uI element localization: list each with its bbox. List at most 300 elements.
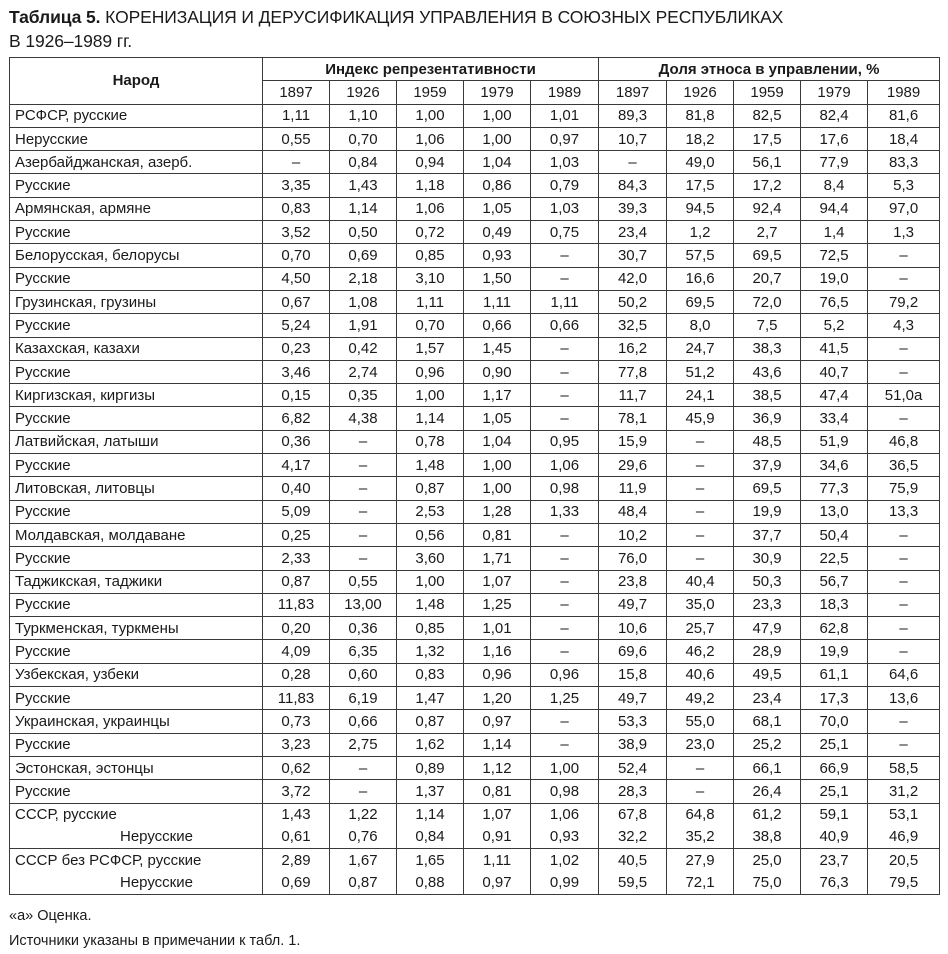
share-value: 29,6 — [599, 454, 667, 477]
share-value: 30,9 — [734, 547, 801, 570]
table-row — [10, 337, 940, 360]
index-value: 1,07 — [464, 803, 531, 826]
table-row — [10, 871, 940, 894]
share-value: 52,4 — [599, 756, 667, 779]
index-value: 0,96 — [464, 663, 531, 686]
index-value: 0,87 — [263, 570, 330, 593]
row-label: Украинская, украинцы — [10, 710, 263, 733]
row-label: Нерусские — [10, 826, 263, 849]
row-label: Туркменская, туркмены — [10, 617, 263, 640]
index-value: 0,87 — [397, 477, 464, 500]
share-value: 17,5 — [667, 174, 734, 197]
index-value: – — [531, 337, 599, 360]
table-row — [10, 826, 940, 849]
row-label: Русские — [10, 454, 263, 477]
index-value: 1,00 — [531, 756, 599, 779]
row-label: Русские — [10, 500, 263, 523]
share-value: 77,8 — [599, 360, 667, 383]
index-value: 1,00 — [464, 127, 531, 150]
header-index-group: Индекс репрезентативности — [263, 58, 599, 81]
table-row — [10, 127, 940, 150]
share-value: 23,4 — [734, 687, 801, 710]
share-value: 38,9 — [599, 733, 667, 756]
index-value: 3,10 — [397, 267, 464, 290]
index-value: 1,25 — [464, 593, 531, 616]
index-value: 0,28 — [263, 663, 330, 686]
table-row — [10, 663, 940, 686]
row-label: РСФСР, русские — [10, 104, 263, 127]
table-row — [10, 687, 940, 710]
share-value: 10,6 — [599, 617, 667, 640]
header-index-year: 1979 — [464, 81, 531, 104]
index-value: 0,84 — [397, 826, 464, 849]
index-value: 11,83 — [263, 687, 330, 710]
index-value: – — [330, 454, 397, 477]
share-value: 17,6 — [801, 127, 868, 150]
index-value: 0,61 — [263, 826, 330, 849]
share-value: 32,2 — [599, 826, 667, 849]
share-value: 20,7 — [734, 267, 801, 290]
row-label: Таджикская, таджики — [10, 570, 263, 593]
index-value: 4,17 — [263, 454, 330, 477]
row-label: СССР без РСФСР, русские — [10, 849, 263, 872]
index-value: – — [330, 756, 397, 779]
share-value: 69,6 — [599, 640, 667, 663]
index-value: 1,22 — [330, 803, 397, 826]
index-value: – — [330, 523, 397, 546]
share-value: 58,5 — [868, 756, 940, 779]
share-value: 62,8 — [801, 617, 868, 640]
share-value: 50,2 — [599, 290, 667, 313]
table-row — [10, 547, 940, 570]
note-sources: Источники указаны в примечании к табл. 1. — [9, 933, 301, 949]
index-value: 5,09 — [263, 500, 330, 523]
index-value: 1,67 — [330, 849, 397, 872]
row-label: Азербайджанская, азерб. — [10, 151, 263, 174]
table-title — [9, 5, 939, 53]
share-value: – — [868, 407, 940, 430]
index-value: 0,94 — [397, 151, 464, 174]
table-number: Таблица 5. — [9, 7, 101, 27]
share-value: 1,3 — [868, 221, 940, 244]
index-value: 0,55 — [263, 127, 330, 150]
index-value: 0,49 — [464, 221, 531, 244]
index-value: 0,36 — [263, 430, 330, 453]
index-value: 3,23 — [263, 733, 330, 756]
index-value: 1,06 — [397, 197, 464, 220]
table-row — [10, 407, 940, 430]
header-index-year: 1926 — [330, 81, 397, 104]
row-label: Русские — [10, 547, 263, 570]
share-value: 49,5 — [734, 663, 801, 686]
index-value: – — [531, 523, 599, 546]
table-row — [10, 151, 940, 174]
row-label: Русские — [10, 640, 263, 663]
table-row — [10, 430, 940, 453]
index-value: – — [531, 360, 599, 383]
index-value: 1,47 — [397, 687, 464, 710]
share-value: 75,9 — [868, 477, 940, 500]
index-value: 11,83 — [263, 593, 330, 616]
share-value: 34,6 — [801, 454, 868, 477]
table-row — [10, 640, 940, 663]
index-value: 1,71 — [464, 547, 531, 570]
index-value: 0,40 — [263, 477, 330, 500]
index-value: 1,62 — [397, 733, 464, 756]
index-value: 1,17 — [464, 384, 531, 407]
row-label: Русские — [10, 780, 263, 803]
header-share-year: 1979 — [801, 81, 868, 104]
index-value: – — [531, 547, 599, 570]
share-value: 39,3 — [599, 197, 667, 220]
share-value: 48,5 — [734, 430, 801, 453]
index-value: 13,00 — [330, 593, 397, 616]
share-value: 25,1 — [801, 733, 868, 756]
index-value: 4,38 — [330, 407, 397, 430]
index-value: 1,57 — [397, 337, 464, 360]
share-value: 25,1 — [801, 780, 868, 803]
index-value: 1,00 — [464, 454, 531, 477]
index-value: 1,03 — [531, 197, 599, 220]
row-label: Нерусские — [10, 871, 263, 894]
share-value: – — [667, 500, 734, 523]
row-label: Русские — [10, 360, 263, 383]
share-value: 47,4 — [801, 384, 868, 407]
share-value: – — [868, 360, 940, 383]
share-value: 69,5 — [734, 244, 801, 267]
share-value: 32,5 — [599, 314, 667, 337]
share-value: 23,0 — [667, 733, 734, 756]
table-row — [10, 523, 940, 546]
share-value: 64,6 — [868, 663, 940, 686]
share-value: 15,8 — [599, 663, 667, 686]
table-row — [10, 267, 940, 290]
index-value: 1,08 — [330, 290, 397, 313]
row-label: Русские — [10, 221, 263, 244]
share-value: 40,6 — [667, 663, 734, 686]
share-value: 68,1 — [734, 710, 801, 733]
share-value: 17,3 — [801, 687, 868, 710]
index-value: 0,15 — [263, 384, 330, 407]
row-label: Армянская, армяне — [10, 197, 263, 220]
index-value: 0,20 — [263, 617, 330, 640]
index-value: 6,35 — [330, 640, 397, 663]
title-line-2: В 1926–1989 гг. — [9, 31, 132, 51]
index-value: 1,07 — [464, 570, 531, 593]
title-line-1 — [9, 5, 939, 29]
share-value: – — [667, 523, 734, 546]
share-value: 82,4 — [801, 104, 868, 127]
share-value: – — [599, 151, 667, 174]
index-value: 1,00 — [397, 570, 464, 593]
header-row-groups — [10, 58, 940, 81]
header-index-year: 1959 — [397, 81, 464, 104]
index-value: 0,25 — [263, 523, 330, 546]
index-value: 1,43 — [330, 174, 397, 197]
row-label: Русские — [10, 267, 263, 290]
note-estimate: «а» Оценка. — [9, 908, 92, 924]
index-value: – — [531, 407, 599, 430]
share-value: 16,2 — [599, 337, 667, 360]
index-value: 0,70 — [263, 244, 330, 267]
index-value: 0,60 — [330, 663, 397, 686]
index-value: 2,75 — [330, 733, 397, 756]
share-value: 46,2 — [667, 640, 734, 663]
share-value: 79,2 — [868, 290, 940, 313]
row-label: Русские — [10, 407, 263, 430]
index-value: 0,93 — [531, 826, 599, 849]
index-value: 0,79 — [531, 174, 599, 197]
index-value: 0,55 — [330, 570, 397, 593]
index-value: 2,18 — [330, 267, 397, 290]
row-label: Литовская, литовцы — [10, 477, 263, 500]
share-value: 84,3 — [599, 174, 667, 197]
share-value: 23,3 — [734, 593, 801, 616]
index-value: – — [531, 570, 599, 593]
share-value: 10,2 — [599, 523, 667, 546]
table-row — [10, 500, 940, 523]
share-value: 61,2 — [734, 803, 801, 826]
row-label: Русские — [10, 733, 263, 756]
share-value: 2,7 — [734, 221, 801, 244]
share-value: 82,5 — [734, 104, 801, 127]
share-value: 1,2 — [667, 221, 734, 244]
index-value: 1,06 — [531, 454, 599, 477]
header-share-year: 1926 — [667, 81, 734, 104]
share-value: 23,8 — [599, 570, 667, 593]
share-value: 20,5 — [868, 849, 940, 872]
share-value: 24,1 — [667, 384, 734, 407]
index-value: 0,84 — [330, 151, 397, 174]
row-label: Киргизская, киргизы — [10, 384, 263, 407]
index-value: 0,96 — [531, 663, 599, 686]
index-value: – — [531, 710, 599, 733]
index-value: 1,06 — [531, 803, 599, 826]
index-value: 1,04 — [464, 430, 531, 453]
share-value: 13,0 — [801, 500, 868, 523]
share-value: 46,8 — [868, 430, 940, 453]
share-value: 45,9 — [667, 407, 734, 430]
share-value: 56,1 — [734, 151, 801, 174]
share-value: 18,3 — [801, 593, 868, 616]
header-share-year: 1989 — [868, 81, 940, 104]
index-value: 0,66 — [531, 314, 599, 337]
table-row — [10, 244, 940, 267]
row-label: Нерусские — [10, 127, 263, 150]
header-share-group: Доля этноса в управлении, % — [599, 58, 940, 81]
index-value: – — [531, 617, 599, 640]
index-value: 0,81 — [464, 523, 531, 546]
share-value: 94,4 — [801, 197, 868, 220]
index-value: 1,25 — [531, 687, 599, 710]
table-row — [10, 197, 940, 220]
index-value: – — [531, 244, 599, 267]
share-value: 40,9 — [801, 826, 868, 849]
share-value: 59,1 — [801, 803, 868, 826]
share-value: 35,2 — [667, 826, 734, 849]
share-value: – — [667, 780, 734, 803]
share-value: 36,9 — [734, 407, 801, 430]
share-value: 19,9 — [801, 640, 868, 663]
index-value: – — [330, 780, 397, 803]
index-value: 1,01 — [464, 617, 531, 640]
index-value: 3,72 — [263, 780, 330, 803]
share-value: 11,9 — [599, 477, 667, 500]
share-value: 49,2 — [667, 687, 734, 710]
index-value: 1,50 — [464, 267, 531, 290]
index-value: 3,35 — [263, 174, 330, 197]
row-label: СССР, русские — [10, 803, 263, 826]
share-value: 30,7 — [599, 244, 667, 267]
share-value: 38,5 — [734, 384, 801, 407]
index-value: – — [330, 547, 397, 570]
share-value: 17,2 — [734, 174, 801, 197]
row-label: Казахская, казахи — [10, 337, 263, 360]
table-row — [10, 174, 940, 197]
share-value: 76,3 — [801, 871, 868, 894]
index-value: 0,86 — [464, 174, 531, 197]
index-value: 0,83 — [263, 197, 330, 220]
index-value: 1,65 — [397, 849, 464, 872]
share-value: 8,0 — [667, 314, 734, 337]
share-value: 72,1 — [667, 871, 734, 894]
table-row — [10, 593, 940, 616]
table-row — [10, 617, 940, 640]
index-value: 0,87 — [330, 871, 397, 894]
share-value: 49,7 — [599, 687, 667, 710]
index-value: 0,62 — [263, 756, 330, 779]
index-value: – — [263, 151, 330, 174]
share-value: 78,1 — [599, 407, 667, 430]
share-value: 40,5 — [599, 849, 667, 872]
notes — [9, 904, 300, 954]
share-value: 77,9 — [801, 151, 868, 174]
table-row — [10, 477, 940, 500]
index-value: 0,83 — [397, 663, 464, 686]
index-value: – — [531, 384, 599, 407]
index-value: 0,87 — [397, 710, 464, 733]
header-people: Народ — [10, 58, 263, 105]
share-value: 13,6 — [868, 687, 940, 710]
share-value: – — [868, 617, 940, 640]
index-value: – — [330, 477, 397, 500]
share-value: 72,0 — [734, 290, 801, 313]
index-value: 2,89 — [263, 849, 330, 872]
index-value: 0,85 — [397, 244, 464, 267]
index-value: 1,33 — [531, 500, 599, 523]
share-value: 49,0 — [667, 151, 734, 174]
table-row — [10, 849, 940, 872]
share-value: – — [667, 756, 734, 779]
index-value: 1,00 — [464, 477, 531, 500]
share-value: 36,5 — [868, 454, 940, 477]
index-value: – — [330, 500, 397, 523]
table-row — [10, 570, 940, 593]
index-value: 1,14 — [330, 197, 397, 220]
index-value: 1,11 — [464, 290, 531, 313]
index-value: 0,88 — [397, 871, 464, 894]
share-value: 18,2 — [667, 127, 734, 150]
share-value: 81,8 — [667, 104, 734, 127]
share-value: 67,8 — [599, 803, 667, 826]
index-value: 1,01 — [531, 104, 599, 127]
row-label: Узбекская, узбеки — [10, 663, 263, 686]
index-value: 0,66 — [330, 710, 397, 733]
index-value: 1,05 — [464, 197, 531, 220]
share-value: – — [868, 710, 940, 733]
index-value: 0,93 — [464, 244, 531, 267]
index-value: 0,78 — [397, 430, 464, 453]
share-value: 59,5 — [599, 871, 667, 894]
share-value: 56,7 — [801, 570, 868, 593]
index-value: 1,00 — [397, 384, 464, 407]
share-value: 69,5 — [667, 290, 734, 313]
share-value: 76,5 — [801, 290, 868, 313]
share-value: 43,6 — [734, 360, 801, 383]
share-value: 26,4 — [734, 780, 801, 803]
index-value: 1,32 — [397, 640, 464, 663]
share-value: 50,4 — [801, 523, 868, 546]
share-value: – — [868, 244, 940, 267]
index-value: 0,91 — [464, 826, 531, 849]
index-value: 1,20 — [464, 687, 531, 710]
index-value: 1,14 — [464, 733, 531, 756]
share-value: – — [868, 337, 940, 360]
index-value: 0,23 — [263, 337, 330, 360]
share-value: 15,9 — [599, 430, 667, 453]
table-row — [10, 384, 940, 407]
share-value: – — [868, 640, 940, 663]
index-value: 0,42 — [330, 337, 397, 360]
row-label: Русские — [10, 687, 263, 710]
share-value: 37,9 — [734, 454, 801, 477]
table-row — [10, 104, 940, 127]
share-value: 53,1 — [868, 803, 940, 826]
index-value: 0,90 — [464, 360, 531, 383]
index-value: – — [531, 733, 599, 756]
share-value: 31,2 — [868, 780, 940, 803]
table-row — [10, 756, 940, 779]
share-value: 28,3 — [599, 780, 667, 803]
share-value: 81,6 — [868, 104, 940, 127]
share-value: 38,8 — [734, 826, 801, 849]
share-value: 37,7 — [734, 523, 801, 546]
index-value: 1,00 — [397, 104, 464, 127]
row-label: Белорусская, белорусы — [10, 244, 263, 267]
table-row — [10, 290, 940, 313]
share-value: – — [868, 547, 940, 570]
index-value: 0,70 — [397, 314, 464, 337]
share-value: 5,2 — [801, 314, 868, 337]
share-value: 40,7 — [801, 360, 868, 383]
index-value: 0,97 — [464, 710, 531, 733]
share-value: 64,8 — [667, 803, 734, 826]
index-value: 1,03 — [531, 151, 599, 174]
index-value: 2,33 — [263, 547, 330, 570]
share-value: – — [868, 570, 940, 593]
share-value: 75,0 — [734, 871, 801, 894]
index-value: 0,76 — [330, 826, 397, 849]
share-value: 11,7 — [599, 384, 667, 407]
index-value: 1,91 — [330, 314, 397, 337]
share-value: 25,2 — [734, 733, 801, 756]
table-row — [10, 454, 940, 477]
share-value: 23,4 — [599, 221, 667, 244]
index-value: 0,70 — [330, 127, 397, 150]
index-value: 0,67 — [263, 290, 330, 313]
share-value: 22,5 — [801, 547, 868, 570]
index-value: 6,82 — [263, 407, 330, 430]
